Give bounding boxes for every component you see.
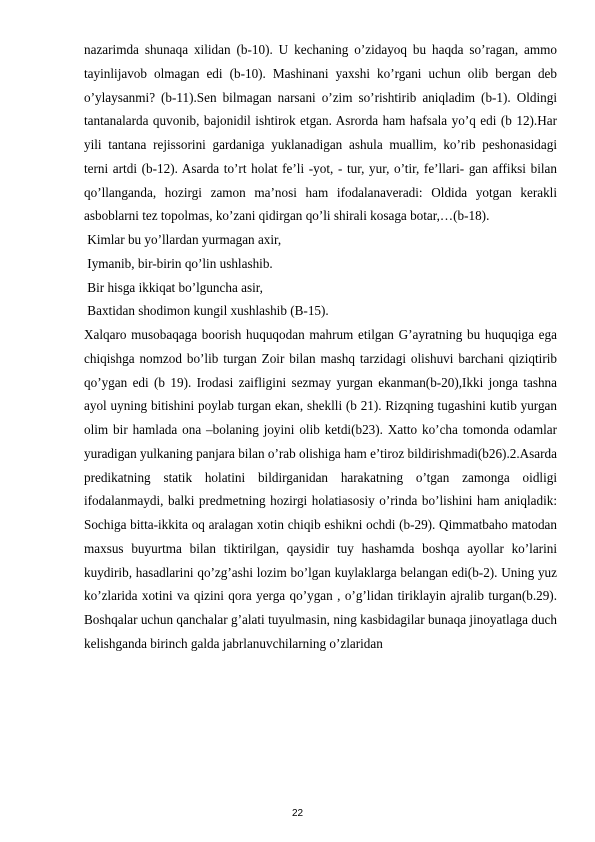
paragraph-1: nazarimda shunaqa xilidan (b-10). U kechaning o’zidayoq bu haqda so’ragan, ammo tayinlijavob olmagan edi (b-10). Mashinani yaxshi ko’rgani uchun olib bergan deb o’ylaysanmi? (b-11).Sen bilmagan narsani o’zim so’rishtirib aniqladim (b-1). Oldingi tantanalarda quvonib, bajonidil ishtirok etgan. Asrorda ham hafsala yo’q edi (b 12).Har yili tantana rejissorini gardaniga yuklanadigan ashula muallim, ko’rib peshonasidagi terni artdi (b-12). Asarda to’rt holat fe’li -yot, - tur, yur, o’tir, fe’llari- gan affiksi bilan qo’llanganda, hozirgi zamon ma’nosi ham ifodalanaveradi: Oldida yotgan kerakli asboblarni tez topolmas, ko’zani qidirgan qo’li shirali kosaga botar,…(b-18).: [84, 42, 557, 224]
verse-line-4: Baxtidan shodimon kungil xushlashib (B-15).: [84, 303, 329, 319]
body-text: [84, 38, 557, 656]
paragraph-2: Xalqaro musobaqaga boorish huquqodan mahrum etilgan G’ayratning bu huquqiga ega chiqishga nomzod bo’lib turgan Zoir bilan mashq tarzidagi olishuvi barchani qiziqtirib qo’ygan edi (b 19). Irodasi zaifligini sezmay yurgan ekanman(b-20),Ikki jonga tashna ayol uyning bitishini poylab turgan ekan, sheklli (b 21). Rizqning tugashini kutib yurgan olim bir hamlada ona –bolaning joyini olib ketdi(b23). Xatto ko’cha tomonda odamlar yuradigan yulkaning panjara bilan o’rab olishiga ham e’tiroz bildirishmadi(b26).2.Asarda predikatning statik holatini bildirganidan harakatning o’tgan zamonga oidligi ifodalanmaydi, balki predmetning hozirgi holatiasosiy o’rinda bo’lishini ham aniqladik: Sochiga bitta-ikkita oq aralagan xotin chiqib eshikni ochdi (b-29). Qimmatbaho matodan maxsus buyurtma bilan tiktirilgan, qaysidir tuy hashamda boshqa ayollar ko’larini kuydirib, hasadlarini qo’zg’ashi lozim bo’lgan kuylaklarga belangan edi(b-2). Uning yuz ko’zlarida xotini va qizini qora yerga qo’ygan , o’g’lidan tiriklayin ajralib turgan(b.29). Boshqalar uchun qanchalar g’alati tuyulmasin, ning kasbidagilar bunaqa jinoyatlaga duch kelishganda birinch galda jabrlanuvchilarning o’zlaridan: [84, 327, 557, 651]
page-number: 22: [291, 808, 304, 819]
verse-line-1: Kimlar bu yo’llardan yurmagan axir,: [84, 232, 282, 247]
verse-line-2: Iymanib, bir-birin qo’lin ushlashib.: [84, 255, 273, 271]
verse-line-3: Bir hisga ikkiqat bo’lguncha asir,: [84, 279, 263, 295]
